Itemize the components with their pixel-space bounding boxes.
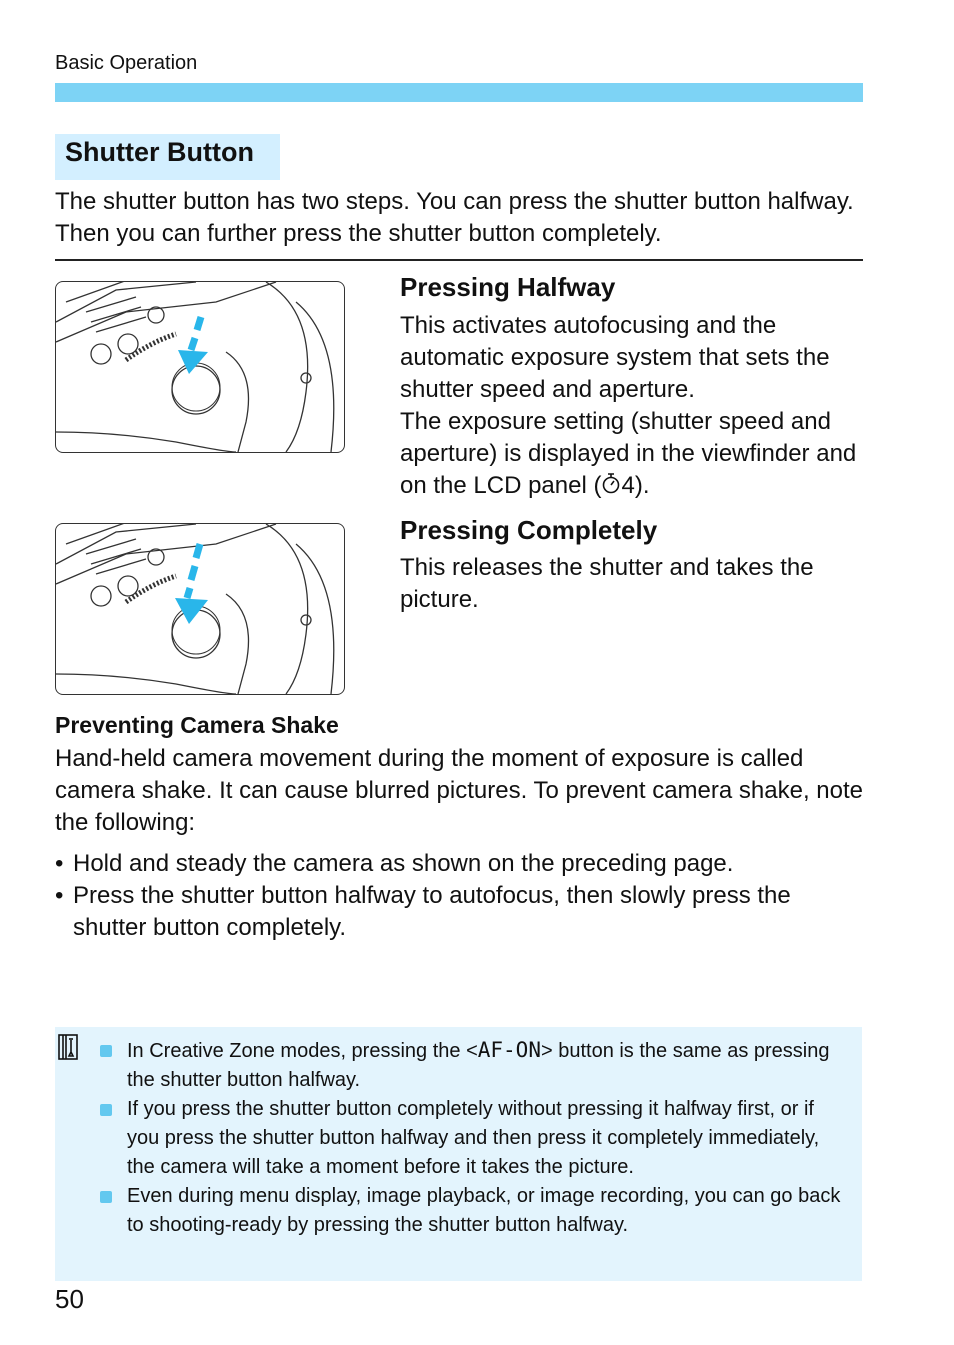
halfway-paragraph-2-end: ).: [634, 472, 650, 499]
note-item: [100, 1095, 845, 1182]
note-text: Even during menu display, image playback, or image recording, you can go back to shooting-ready by pressing the shutter button halfway.: [127, 1185, 841, 1236]
completely-paragraph: This releases the shutter and takes the picture.: [400, 554, 814, 613]
bullet-square-icon: [100, 1045, 112, 1057]
halfway-paragraph-1: This activates autofocusing and the automatic exposure system that sets the shutter speed and aperture.: [400, 312, 830, 403]
camera-illustration-halfway: [55, 281, 345, 453]
shake-heading: Preventing Camera Shake: [55, 712, 339, 738]
list-item: • Hold and steady the camera as shown on the preceding page.: [55, 848, 865, 880]
af-on-button-label: AF-ON: [477, 1038, 541, 1062]
note-text: In Creative Zone modes, pressing the <: [127, 1040, 478, 1062]
list-item: • Press the shutter button halfway to autofocus, then slowly press the shutter button completely.: [55, 880, 865, 944]
note-item: [100, 1182, 845, 1240]
shake-text: Hand-held camera movement during the moment of exposure is called camera shake. It can cause blurred pictures. To prevent camera shake, note the following:: [55, 745, 863, 836]
stopwatch-icon: [601, 471, 621, 503]
bullet-square-icon: [100, 1104, 112, 1116]
page-title: Shutter Button: [65, 137, 254, 167]
shake-bullet-list: [55, 848, 865, 944]
halfway-paragraph-2: [400, 406, 865, 503]
halfway-heading: Pressing Halfway: [400, 272, 616, 302]
divider: [55, 259, 863, 261]
completely-heading: Pressing Completely: [400, 515, 658, 545]
note-icon: [57, 1032, 81, 1067]
header-bar: [55, 83, 863, 102]
page-number: 50: [55, 1284, 84, 1314]
page-reference[interactable]: 4: [621, 472, 635, 499]
halfway-paragraph-2-text: The exposure setting (shutter speed and aperture) is displayed in the viewfinder and on the LCD panel (: [400, 408, 857, 499]
note-text: > button is the same as pressing the shutter button halfway.: [127, 1040, 830, 1091]
camera-illustration-completely: [55, 523, 345, 695]
note-text: If you press the shutter button completely without pressing it halfway first, or if you press the shutter button halfway and then press it completely immediately, the camera will take a moment before it takes the picture.: [127, 1098, 820, 1178]
note-list: [100, 1036, 845, 1240]
intro-text: The shutter button has two steps. You can press the shutter button halfway. Then you can further press the shutter button completely.: [55, 188, 854, 247]
note-item: [100, 1036, 845, 1095]
section-label: Basic Operation: [55, 52, 198, 74]
bullet-square-icon: [100, 1191, 112, 1203]
